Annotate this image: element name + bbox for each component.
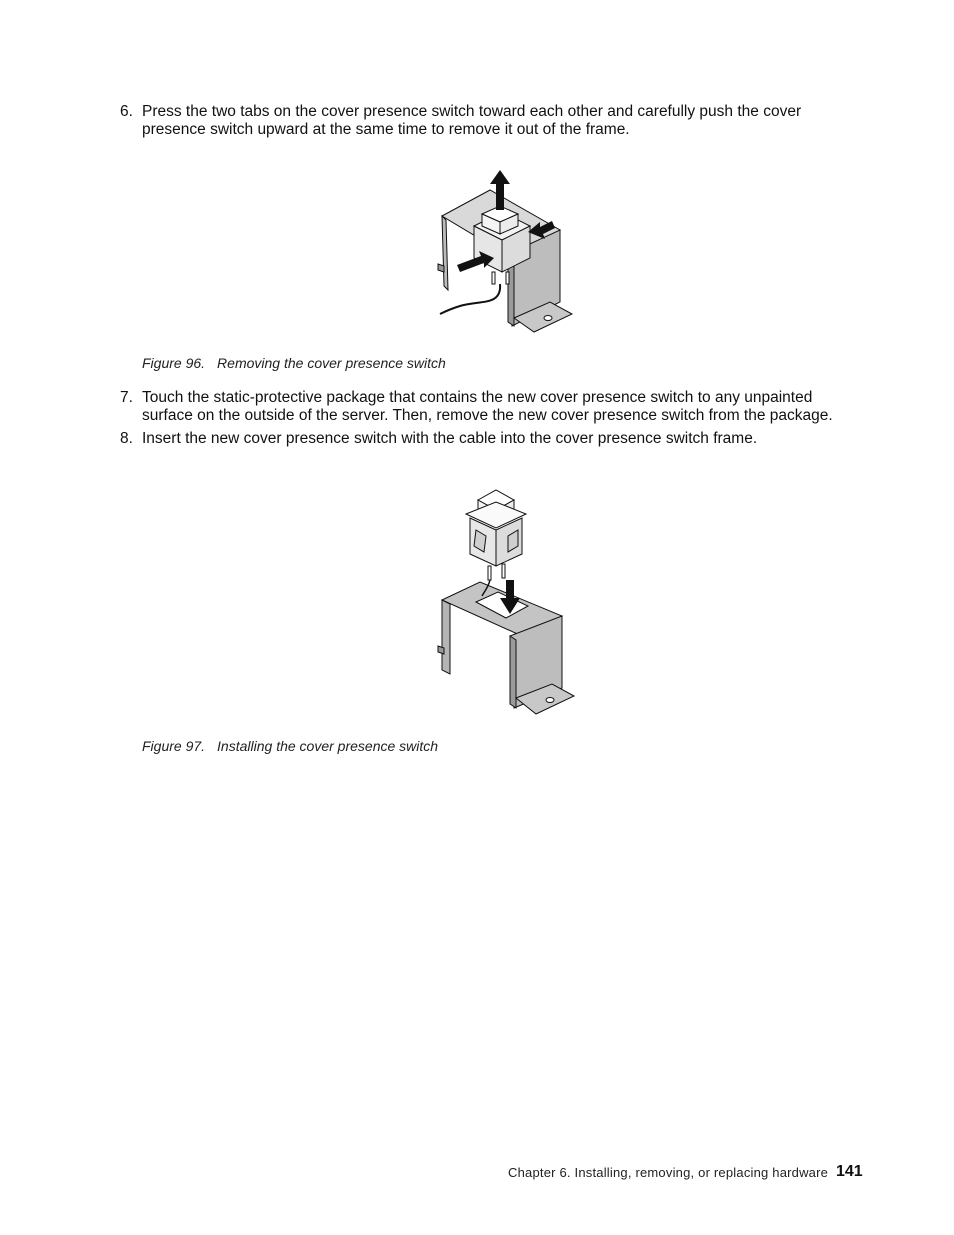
step-number: 8. <box>120 430 133 447</box>
step-number: 7. <box>120 389 133 406</box>
figure-97-caption <box>142 738 438 754</box>
page-number: 141 <box>836 1163 863 1180</box>
step-7 <box>120 389 855 425</box>
figure-96-caption <box>142 355 446 371</box>
step-number: 6. <box>120 103 133 120</box>
figure-label: Figure 97. <box>142 738 206 754</box>
step-8 <box>120 430 855 448</box>
figure-label: Figure 96. <box>142 355 206 371</box>
figure-caption-text: Installing the cover presence switch <box>217 738 439 754</box>
step-text: Touch the static-protective package that contains the new cover presence switch to any unpainted surface on the outside of the server. Then, remove the new cover presence switch from the package. <box>142 389 833 424</box>
figure-caption-text: Removing the cover presence switch <box>217 355 446 371</box>
chapter-footer: Chapter 6. Installing, removing, or replacing hardware <box>508 1165 829 1180</box>
step-text: Insert the new cover presence switch with the cable into the cover presence switch frame. <box>142 430 758 447</box>
figure-96-illustration <box>430 168 580 338</box>
figure-97-illustration <box>430 484 580 720</box>
step-text: Press the two tabs on the cover presence switch toward each other and carefully push the cover presence switch upward at the same time to remove it out of the frame. <box>142 103 802 138</box>
step-6 <box>120 103 855 139</box>
